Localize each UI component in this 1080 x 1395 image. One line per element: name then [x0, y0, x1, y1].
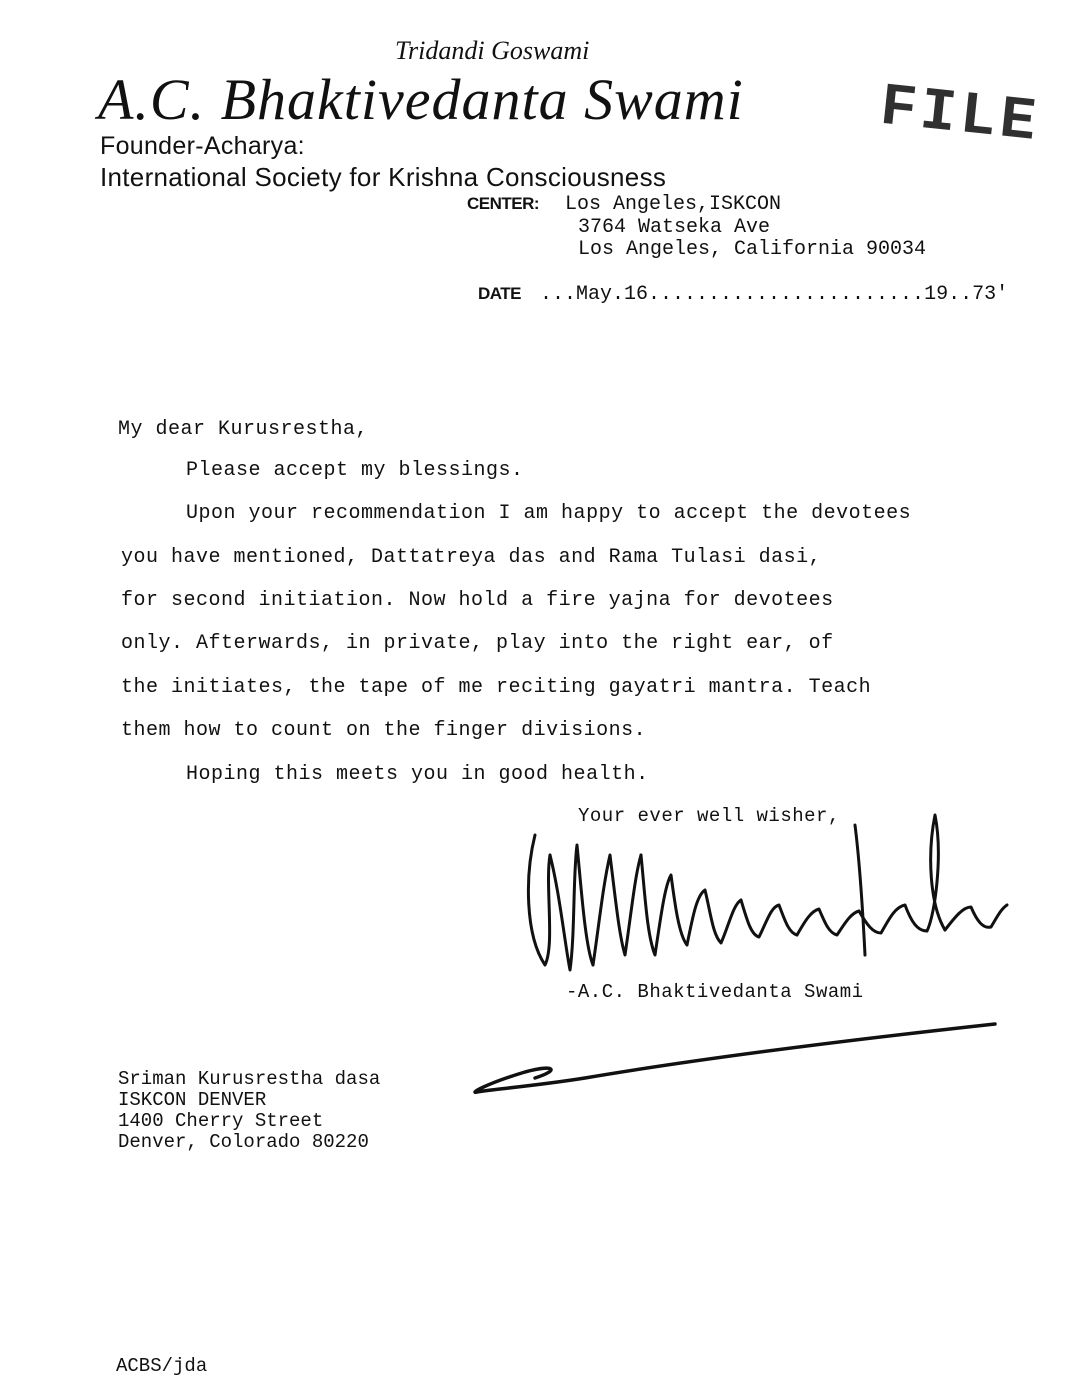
file-stamp: FILE: [876, 73, 1044, 159]
letterhead-founder: Founder-Acharya:: [100, 132, 305, 160]
body-line-7: them how to count on the finger divisions.: [121, 719, 647, 742]
signature-name: -A.C. Bhaktivedanta Swami: [566, 981, 864, 1003]
body-line-6: the initiates, the tape of me reciting gayatri mantra. Teach: [121, 676, 872, 699]
body-line-3: you have mentioned, Dattatreya das and Rama Tulasi dasi,: [121, 546, 822, 569]
letterhead-society: International Society for Krishna Consciousness: [100, 162, 667, 192]
letterhead-subtitle: Tridandi Goswami: [395, 36, 590, 65]
letterhead-title: A.C. Bhaktivedanta Swami: [98, 67, 744, 132]
salutation: My dear Kurusrestha,: [118, 418, 369, 441]
body-line-8: Hoping this meets you in good health.: [186, 763, 649, 786]
body-line-2: Upon your recommendation I am happy to accept the devotees: [186, 502, 912, 525]
recipient-line-2: ISKCON DENVER: [118, 1089, 267, 1111]
signature-flourish: [465, 1018, 1005, 1108]
date-value: ...May.16.......................19..73': [540, 283, 1009, 306]
center-line-2: 3764 Watseka Ave: [578, 216, 771, 239]
typist-initials: ACBS/jda: [116, 1355, 208, 1377]
date-label: DATE: [478, 284, 522, 303]
center-line-3: Los Angeles, California 90034: [578, 238, 927, 261]
closing: Your ever well wisher,: [578, 805, 840, 827]
recipient-line-4: Denver, Colorado 80220: [118, 1131, 369, 1153]
recipient-line-3: 1400 Cherry Street: [118, 1110, 324, 1132]
center-label: CENTER:: [467, 194, 540, 213]
body-line-4: for second initiation. Now hold a fire yajna for devotees: [121, 589, 834, 612]
recipient-line-1: Sriman Kurusrestha dasa: [118, 1068, 381, 1090]
body-line-1: Please accept my blessings.: [186, 459, 524, 482]
center-line-1: Los Angeles,ISKCON: [565, 193, 782, 216]
body-line-5: only. Afterwards, in private, play into the right ear, of: [121, 632, 834, 655]
handwritten-signature: [515, 795, 1015, 985]
